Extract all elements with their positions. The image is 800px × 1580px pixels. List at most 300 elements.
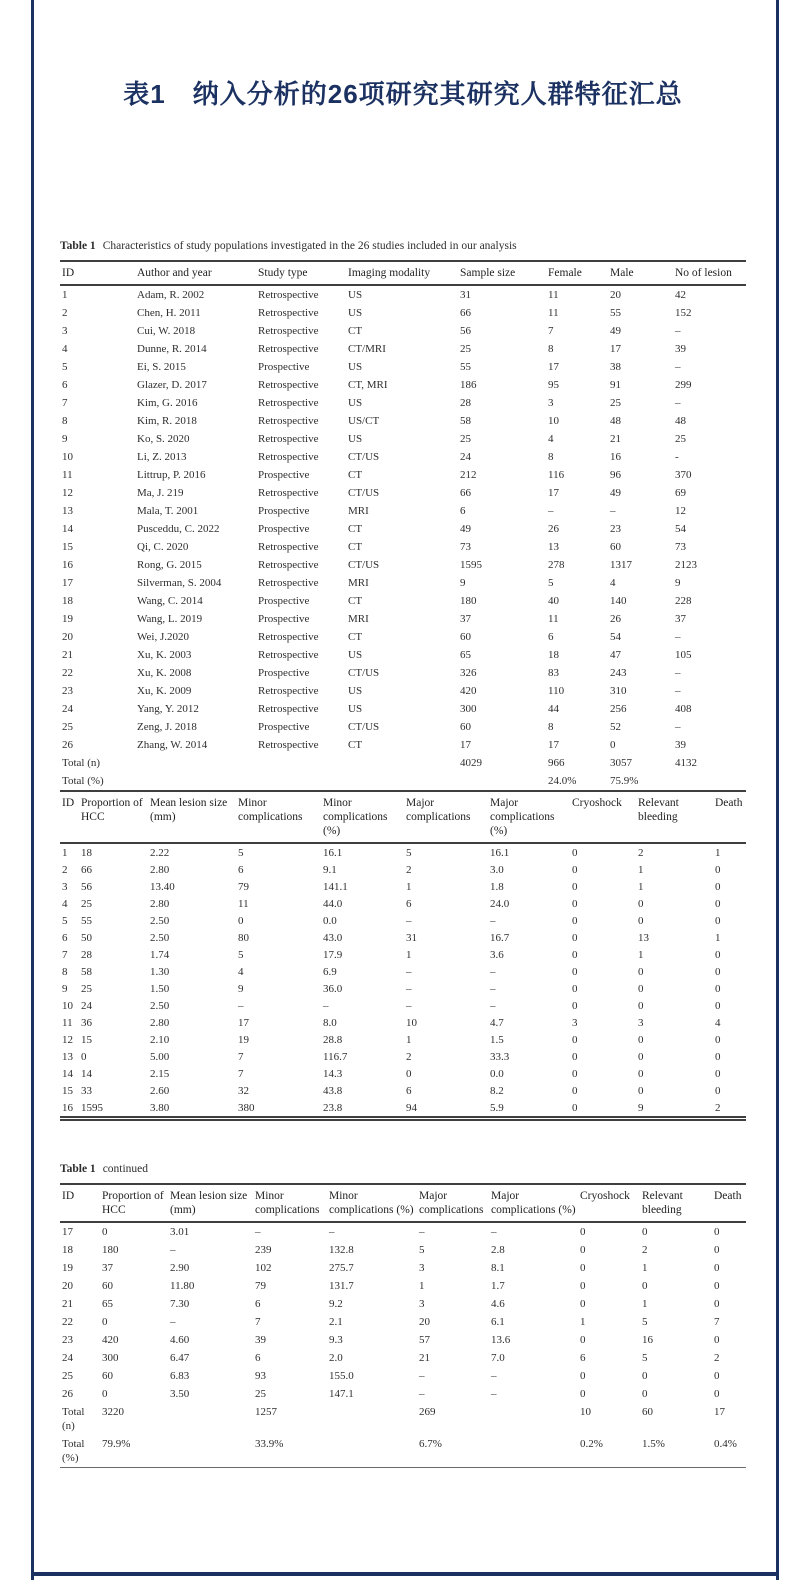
cell: 13 [638, 931, 649, 944]
table-row [60, 1014, 746, 1031]
column-header: Proportion of HCC [102, 1190, 164, 1216]
complications-table-continued [60, 1183, 746, 1468]
cell: 48 [675, 415, 686, 427]
cell: Adam, R. 2002 [137, 289, 205, 301]
cell: 60 [460, 631, 471, 643]
column-header: Minor complications [238, 797, 303, 823]
table-row [60, 358, 746, 376]
table-row [60, 1048, 746, 1065]
cell: 60 [610, 541, 621, 553]
cell: Retrospective [258, 739, 319, 751]
paper-scan-region [60, 240, 746, 1468]
cell: 0 [238, 914, 244, 927]
cell: - [675, 451, 679, 463]
cell: Prospective [258, 505, 310, 517]
cell: 0.4% [714, 1438, 737, 1450]
cell [673, 772, 746, 791]
cell: 6.1 [491, 1316, 505, 1328]
cell: 1 [406, 1033, 412, 1046]
cell: Prospective [258, 613, 310, 625]
cell: CT/US [348, 451, 380, 463]
cell: 60 [102, 1370, 113, 1382]
cell: Littrup, P. 2016 [137, 469, 206, 481]
cell: 25 [675, 433, 686, 445]
cell: 9 [675, 577, 681, 589]
cell: 73 [675, 541, 686, 553]
cell: US [348, 289, 363, 301]
cell: 0 [715, 1084, 721, 1097]
table-row [60, 946, 746, 963]
table-row [60, 980, 746, 997]
cell: Ma, J. 219 [137, 487, 184, 499]
cell: 9 [638, 1101, 644, 1114]
cell: 0 [714, 1334, 720, 1346]
cell: 2.50 [150, 914, 170, 927]
slide-title: 表1 纳入分析的26项研究其研究人群特征汇总 [123, 79, 683, 109]
column-header: Proportion of HCC [81, 797, 143, 823]
column-header: Death [714, 1190, 742, 1202]
cell: 7.30 [170, 1298, 190, 1310]
cell: 0 [580, 1334, 586, 1346]
cell: 5 [548, 577, 554, 589]
table-row [60, 963, 746, 980]
cell: 0 [638, 1067, 644, 1080]
cell: 25 [610, 397, 621, 409]
cell: 17 [238, 1016, 249, 1029]
cell: 8.1 [491, 1262, 505, 1274]
cell: – [491, 1226, 497, 1238]
cell: Total (%) [62, 1438, 85, 1464]
cell: 8.2 [490, 1084, 504, 1097]
cell: 10 [62, 451, 73, 463]
cell: 24 [81, 999, 92, 1012]
cell: 4.6 [491, 1298, 505, 1310]
cell: 6 [238, 863, 244, 876]
cell: Prospective [258, 523, 310, 535]
table-row [60, 538, 746, 556]
column-header: Minor complications [255, 1190, 320, 1216]
table-row [60, 664, 746, 682]
cell: 2.1 [329, 1316, 343, 1328]
cell: CT/US [348, 667, 380, 679]
cell: 21 [610, 433, 621, 445]
cell: 19 [238, 1033, 249, 1046]
column-header: Cryoshock [572, 797, 622, 809]
cell: 0 [572, 1050, 578, 1063]
cell: 5 [62, 914, 68, 927]
cell: 49 [610, 325, 621, 337]
cell: – [491, 1370, 497, 1382]
cell: 5 [238, 846, 244, 859]
table-caption-label: Table 1 [60, 240, 96, 252]
cell: 1317 [610, 559, 632, 571]
cell: 17.9 [323, 948, 343, 961]
cell: 3 [572, 1016, 578, 1029]
cell: 10 [580, 1406, 591, 1418]
cell: 14 [62, 1067, 73, 1080]
cell: Ko, S. 2020 [137, 433, 190, 445]
cell: 2 [715, 1101, 721, 1114]
cell: 6 [255, 1352, 261, 1364]
cell: 5 [419, 1244, 425, 1256]
cell: 1 [580, 1316, 586, 1328]
cell: 13 [62, 1050, 73, 1063]
cell: 25 [81, 982, 92, 995]
table-row [60, 412, 746, 430]
cell: Cui, W. 2018 [137, 325, 196, 337]
table-row [60, 448, 746, 466]
cell: 300 [102, 1352, 119, 1364]
table-row [60, 1277, 746, 1295]
cell [168, 1435, 253, 1468]
table-row [60, 912, 746, 929]
cell: 18 [81, 846, 92, 859]
cell: US [348, 685, 363, 697]
column-header: Major complications (%) [491, 1190, 576, 1216]
cell: 14 [62, 523, 73, 535]
column-header: ID [62, 797, 75, 809]
cell: 116 [548, 469, 565, 481]
cell: – [255, 1226, 261, 1238]
cell: 0 [572, 880, 578, 893]
cell: Retrospective [258, 343, 319, 355]
column-header: ID [62, 267, 75, 279]
cell: 9.1 [323, 863, 337, 876]
cell: 17 [548, 739, 559, 751]
cell [135, 772, 256, 791]
cell: 16 [610, 451, 621, 463]
cell: – [675, 361, 681, 373]
cell: 0 [642, 1280, 648, 1292]
cell: Retrospective [258, 289, 319, 301]
column-header: Mean lesion size (mm) [150, 797, 228, 823]
table-row [60, 1385, 746, 1403]
header-row [60, 792, 746, 843]
cell: 0 [642, 1370, 648, 1382]
cell: – [419, 1226, 425, 1238]
cell [168, 1403, 253, 1435]
cell: 73 [460, 541, 471, 553]
cell: Wang, L. 2019 [137, 613, 203, 625]
left-border-accent [31, 0, 34, 1580]
cell: 14.3 [323, 1067, 343, 1080]
table-row [60, 1241, 746, 1259]
table-row [60, 376, 746, 394]
table-row [60, 1259, 746, 1277]
cell: – [675, 685, 681, 697]
table-row [60, 502, 746, 520]
cell: 5 [642, 1352, 648, 1364]
cell: 8 [62, 415, 68, 427]
cell: Prospective [258, 595, 310, 607]
cell: 0 [572, 999, 578, 1012]
cell: Total (%) [62, 775, 104, 787]
table-row [60, 304, 746, 322]
cell: 0 [580, 1370, 586, 1382]
table-row [60, 878, 746, 895]
cell: 6.47 [170, 1352, 190, 1364]
cell: 0 [572, 914, 578, 927]
cell: 0 [580, 1298, 586, 1310]
cell: 31 [460, 289, 471, 301]
cell: 17 [548, 361, 559, 373]
cell: – [675, 325, 681, 337]
cell: 39 [675, 739, 686, 751]
cell: 4 [548, 433, 554, 445]
table-row [60, 1099, 746, 1119]
cell: 40 [548, 595, 559, 607]
cell: 1.8 [490, 880, 504, 893]
table-row [60, 1313, 746, 1331]
cell: 17 [610, 343, 621, 355]
cell: 1.7 [491, 1280, 505, 1292]
cell: 1 [715, 931, 721, 944]
cell: 0 [715, 948, 721, 961]
cell: 0 [572, 863, 578, 876]
cell: Silverman, S. 2004 [137, 577, 222, 589]
cell: 11 [62, 1016, 73, 1029]
cell: 147.1 [329, 1388, 354, 1400]
cell: 57 [419, 1334, 430, 1346]
cell: 6 [406, 1084, 412, 1097]
cell: 54 [610, 631, 621, 643]
column-header: No of lesion [675, 267, 732, 279]
cell: 11 [62, 469, 73, 481]
cell: 6 [580, 1352, 586, 1364]
cell: Wei, J.2020 [137, 631, 189, 643]
cell: CT [348, 523, 363, 535]
cell: 4.60 [170, 1334, 190, 1346]
cell: 7 [62, 397, 68, 409]
cell: 0 [580, 1262, 586, 1274]
table-row [60, 466, 746, 484]
cell: – [675, 667, 681, 679]
cell: MRI [348, 577, 369, 589]
cell: Retrospective [258, 703, 319, 715]
cell: – [406, 965, 412, 978]
cell: – [406, 999, 412, 1012]
cell: 16 [62, 1101, 73, 1114]
cell: 13 [548, 541, 559, 553]
cell: 3.6 [490, 948, 504, 961]
cell: 140 [610, 595, 627, 607]
cell [489, 1435, 578, 1468]
cell: 0 [406, 1067, 412, 1080]
column-header: ID [62, 1190, 75, 1202]
cell: 1 [419, 1280, 425, 1292]
cell: 31 [406, 931, 417, 944]
cell: 2.80 [150, 897, 170, 910]
cell: 60 [102, 1280, 113, 1292]
cell: 1.50 [150, 982, 170, 995]
cell: 3 [62, 325, 68, 337]
cell: 22 [62, 1316, 73, 1328]
cell: 16 [642, 1334, 653, 1346]
cell: 43.0 [323, 931, 343, 944]
cell: 0 [714, 1226, 720, 1238]
table-row [60, 1082, 746, 1099]
cell: Rong, G. 2015 [137, 559, 202, 571]
cell: CT [348, 469, 363, 481]
cell: 36.0 [323, 982, 343, 995]
cell: 60 [642, 1406, 653, 1418]
cell [327, 1403, 417, 1435]
cell: 48 [610, 415, 621, 427]
table-row [60, 1065, 746, 1082]
cell: 15 [81, 1033, 92, 1046]
cell: 12 [62, 487, 73, 499]
cell: 5 [62, 361, 68, 373]
cell: 0 [715, 1067, 721, 1080]
cell [327, 1435, 417, 1468]
cell: 0 [715, 914, 721, 927]
column-header: Death [715, 797, 743, 809]
cell: 39 [675, 343, 686, 355]
total-row [60, 754, 746, 772]
cell: 370 [675, 469, 692, 481]
cell: CT/US [348, 487, 380, 499]
cell: Yang, Y. 2012 [137, 703, 199, 715]
table-row [60, 574, 746, 592]
cell: 1595 [81, 1101, 103, 1114]
cell: 79 [238, 880, 249, 893]
cell: 28 [81, 948, 92, 961]
cell: 1.74 [150, 948, 170, 961]
cell: 26 [548, 523, 559, 535]
cell: 212 [460, 469, 477, 481]
column-header: Major complications (%) [490, 797, 555, 837]
cell: Retrospective [258, 541, 319, 553]
cell: – [675, 631, 681, 643]
cell: 0 [572, 931, 578, 944]
cell: 94 [406, 1101, 417, 1114]
cell: 228 [675, 595, 692, 607]
cell: Wang, C. 2014 [137, 595, 203, 607]
cell: 21 [62, 1298, 73, 1310]
cell: Prospective [258, 361, 310, 373]
cell: 269 [419, 1406, 436, 1418]
cell: 28 [460, 397, 471, 409]
cell: 2.50 [150, 999, 170, 1012]
cell: 1.5% [642, 1438, 665, 1450]
cell: 300 [460, 703, 477, 715]
table-row [60, 929, 746, 946]
cell: 0 [638, 1084, 644, 1097]
cell: 1 [62, 289, 68, 301]
cell: 65 [460, 649, 471, 661]
cell: – [490, 982, 496, 995]
table-row [60, 895, 746, 912]
cell: Retrospective [258, 325, 319, 337]
cell: CT [348, 541, 363, 553]
cell: 2 [62, 307, 68, 319]
column-header: Cryoshock [580, 1190, 630, 1202]
cell: 24.0% [548, 775, 577, 787]
cell: 4 [62, 897, 68, 910]
table-row [60, 430, 746, 448]
cell: 15 [62, 1084, 73, 1097]
cell: 55 [460, 361, 471, 373]
cell: 7.0 [491, 1352, 505, 1364]
table-row [60, 322, 746, 340]
cell: 17 [460, 739, 471, 751]
table-row [60, 394, 746, 412]
cell: 22 [62, 667, 73, 679]
column-header: Author and year [137, 267, 212, 279]
cell: – [419, 1388, 425, 1400]
cell: Chen, H. 2011 [137, 307, 201, 319]
complications-table-part1 [60, 792, 746, 1121]
cell: 2.80 [150, 1016, 170, 1029]
table-row [60, 484, 746, 502]
cell: 18 [62, 595, 73, 607]
cell: 1 [642, 1298, 648, 1310]
cell: 7 [714, 1316, 720, 1328]
cell: 2.0 [329, 1352, 343, 1364]
cell: 7 [62, 948, 68, 961]
cell: 24 [460, 451, 471, 463]
cell: 28.8 [323, 1033, 343, 1046]
cell: 56 [81, 880, 92, 893]
cell: 47 [610, 649, 621, 661]
cell: 21 [419, 1352, 430, 1364]
cell: MRI [348, 505, 369, 517]
cell: 7 [238, 1067, 244, 1080]
cell: 420 [102, 1334, 119, 1346]
cell: 3.80 [150, 1101, 170, 1114]
cell: 23 [610, 523, 621, 535]
cell: Pusceddu, C. 2022 [137, 523, 220, 535]
cell: 23 [62, 1334, 73, 1346]
cell: 2.50 [150, 931, 170, 944]
table-row [60, 628, 746, 646]
cell: Retrospective [258, 685, 319, 697]
cell: 2 [406, 1050, 412, 1063]
cell: 10 [62, 999, 73, 1012]
cell: 2 [714, 1352, 720, 1364]
cell: 60 [460, 721, 471, 733]
cell: 58 [81, 965, 92, 978]
cell: – [419, 1370, 425, 1382]
cell: 23 [62, 685, 73, 697]
cell: 0 [715, 863, 721, 876]
cell: Zeng, J. 2018 [137, 721, 197, 733]
cell: 3.50 [170, 1388, 190, 1400]
cell: 0 [638, 1033, 644, 1046]
cell: 0 [715, 965, 721, 978]
cell: 69 [675, 487, 686, 499]
cell: Retrospective [258, 487, 319, 499]
table-row [60, 1349, 746, 1367]
cell: 23.8 [323, 1101, 343, 1114]
table-row [60, 736, 746, 754]
cell: 65 [102, 1298, 113, 1310]
cell: 18 [62, 1244, 73, 1256]
column-header: Major complications [419, 1190, 484, 1216]
cell: 6 [460, 505, 466, 517]
cell: 0 [715, 1050, 721, 1063]
cell: 49 [610, 487, 621, 499]
cell: 26 [610, 613, 621, 625]
cell: 25 [81, 897, 92, 910]
cell: 13.40 [150, 880, 175, 893]
cell: 50 [81, 931, 92, 944]
cell: 95 [548, 379, 559, 391]
cell: 1257 [255, 1406, 277, 1418]
cell: 2.15 [150, 1067, 170, 1080]
cell: 19 [62, 1262, 73, 1274]
cell: 25 [62, 721, 73, 733]
